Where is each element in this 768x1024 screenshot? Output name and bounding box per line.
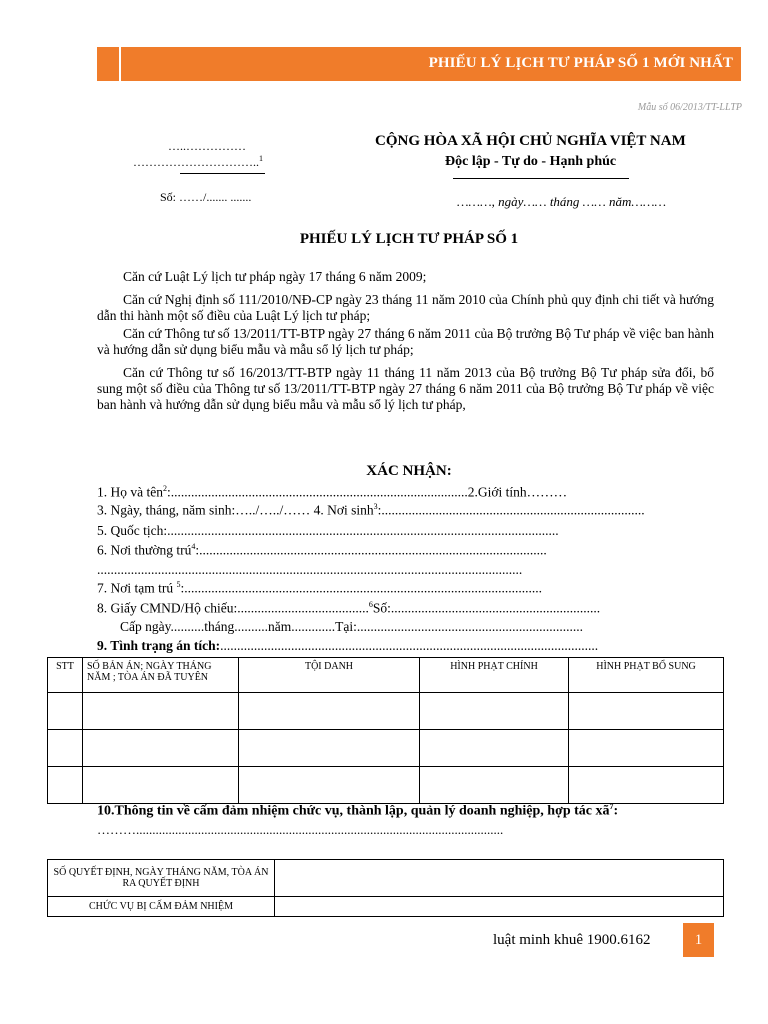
- field-criminal-status: [97, 638, 707, 655]
- footer-text: luật minh khuê 1900.6162: [493, 932, 651, 948]
- banner-title: PHIẾU LÝ LỊCH TƯ PHÁP SỐ 1 MỚI NHẤT: [428, 55, 733, 71]
- field-temporary-residence: [97, 580, 707, 597]
- table-cell[interactable]: [83, 693, 239, 730]
- footnote-7: 7: [609, 802, 614, 811]
- issuer-rule: [180, 173, 265, 174]
- table-cell[interactable]: [48, 767, 83, 804]
- ban-table: [47, 859, 724, 917]
- table-cell[interactable]: [48, 693, 83, 730]
- col-offense: TỘI DANH: [239, 658, 420, 693]
- field-temporary-label: 7. Nơi tạm trú: [97, 580, 177, 596]
- date-line: ………, ngày…… tháng …… năm………: [457, 194, 667, 209]
- field-name-label: 1. Họ và tên: [97, 484, 163, 500]
- field-name-dots: :........................................................................................2.Giới tính………: [166, 484, 568, 500]
- section-10-suffix: :: [613, 803, 619, 819]
- table-cell[interactable]: [239, 693, 420, 730]
- table-cell[interactable]: [420, 730, 569, 767]
- table-cell[interactable]: [275, 860, 724, 897]
- field-criminal-status-dots: ................................................................................................................: [220, 638, 599, 653]
- field-name-gender: [97, 484, 707, 501]
- banner-separator: [119, 47, 121, 81]
- field-residence-dots: :.......................................................................................................: [195, 542, 547, 558]
- document-title: PHIẾU LÝ LỊCH TƯ PHÁP SỐ 1: [299, 231, 519, 247]
- col-stt: STT: [48, 658, 83, 693]
- footnote-4: 4: [191, 542, 196, 551]
- field-nationality: 5. Quốc tịch:....................................................................................................................: [97, 523, 559, 538]
- ban-position-label: CHỨC VỤ BỊ CẤM ĐẢM NHIỆM: [48, 897, 275, 917]
- form-number: Mẫu số 06/2013/TT-LLTP: [637, 102, 742, 113]
- section-10-text: 10.Thông tin về cấm đảm nhiệm chức vụ, thành lập, quản lý doanh nghiệp, hợp tác xã: [97, 803, 610, 819]
- field-residence: [97, 542, 707, 559]
- field-birth-dots: :..............................................................................: [377, 502, 645, 518]
- table-row: [48, 897, 724, 917]
- section-10-title: [97, 802, 618, 820]
- national-motto: Độc lập - Tự do - Hạnh phúc: [445, 154, 617, 169]
- table-row: [48, 767, 724, 804]
- field-id-label: 8. Giấy CMND/Hộ chiếu:.......................................: [97, 600, 369, 616]
- field-temporary-dots: :..........................................................................................................: [180, 580, 543, 596]
- col-main-penalty: HÌNH PHẠT CHÍNH: [420, 658, 569, 693]
- table-cell[interactable]: [83, 767, 239, 804]
- footnote-6: 6: [368, 600, 373, 609]
- table-cell[interactable]: [420, 693, 569, 730]
- nation-title: CỘNG HÒA XÃ HỘI CHỦ NGHĨA VIỆT NAM: [375, 133, 686, 149]
- field-birth: [97, 502, 707, 519]
- page-number: 1: [683, 923, 714, 957]
- table-cell[interactable]: [569, 730, 724, 767]
- issuer-line-1: …..……………: [168, 139, 246, 153]
- motto-rule: [453, 178, 629, 179]
- field-id-number: Số:..............................................................: [372, 600, 601, 616]
- section-10-dots: ……….................................................................................................................: [97, 822, 504, 837]
- field-issue-date: Cấp ngày..........tháng..........năm.............Tại:...................................................................: [120, 619, 583, 634]
- ban-decision-label: SỐ QUYẾT ĐỊNH, NGÀY THÁNG NĂM, TÒA ÁN RA QUYẾT ĐỊNH: [48, 860, 275, 897]
- table-cell[interactable]: [83, 730, 239, 767]
- table-row: [48, 730, 724, 767]
- issuer-line-2: [133, 154, 263, 170]
- table-header-row: [48, 658, 724, 693]
- table-cell[interactable]: [239, 767, 420, 804]
- field-criminal-status-label: 9. Tình trạng án tích:: [97, 638, 221, 653]
- field-residence-label: 6. Nơi thường trú: [97, 542, 192, 558]
- table-cell[interactable]: [275, 897, 724, 917]
- field-residence-continued: ..............................................................................................................................: [97, 562, 523, 577]
- footnote-3: 3: [373, 502, 378, 511]
- preamble-2: Căn cứ Nghị định số 111/2010/NĐ-CP ngày 23 tháng 11 năm 2010 của Chính phủ quy định chi tiết và hướng dẫn thi hành một số điều của Luật Lý lịch tư pháp;: [97, 292, 714, 323]
- criminal-record-table: [47, 657, 724, 804]
- table-row: [48, 693, 724, 730]
- field-birth-label: 3. Ngày, tháng, năm sinh:…../…../…… 4. Nơi sinh: [97, 502, 374, 518]
- field-id-card: [97, 600, 707, 617]
- col-judgment: SỐ BẢN ÁN; NGÀY THÁNG NĂM ; TÒA ÁN ĐÃ TUYÊN: [83, 658, 239, 693]
- col-extra-penalty: HÌNH PHẠT BỔ SUNG: [569, 658, 724, 693]
- preamble-4: Căn cứ Thông tư số 16/2013/TT-BTP ngày 11 tháng 11 năm 2013 của Bộ trưởng Bộ Tư pháp sửa đổi, bổ sung một số điều của Thông tư số 13/2011/TT-BTP ngày 27 tháng 6 năm 2011 của Bộ trưởng Bộ Tư pháp về việc ban hành và hướng dẫn sử dụng biểu mẫu và mẫu sổ lý lịch tư pháp,: [97, 365, 714, 412]
- footnote-5: 5: [176, 580, 181, 589]
- document-number: Số: ……/....... .......: [160, 190, 252, 204]
- table-cell[interactable]: [420, 767, 569, 804]
- confirm-title: XÁC NHẬN:: [366, 463, 452, 479]
- preamble-1: Căn cứ Luật Lý lịch tư pháp ngày 17 tháng 6 năm 2009;: [123, 269, 427, 284]
- title-banner: [97, 47, 741, 81]
- table-cell[interactable]: [569, 767, 724, 804]
- table-cell[interactable]: [48, 730, 83, 767]
- table-cell[interactable]: [239, 730, 420, 767]
- footnote-1: 1: [259, 154, 263, 163]
- issuer-line-2-text: …………………………..: [133, 155, 259, 169]
- table-row: [48, 860, 724, 897]
- table-cell[interactable]: [569, 693, 724, 730]
- preamble-3: Căn cứ Thông tư số 13/2011/TT-BTP ngày 27 tháng 6 năm 2011 của Bộ trưởng Bộ Tư pháp về việc ban hành và hướng dẫn sử dụng biểu mẫu và mẫu sổ lý lịch tư pháp;: [97, 326, 714, 357]
- footnote-2: 2: [162, 484, 167, 493]
